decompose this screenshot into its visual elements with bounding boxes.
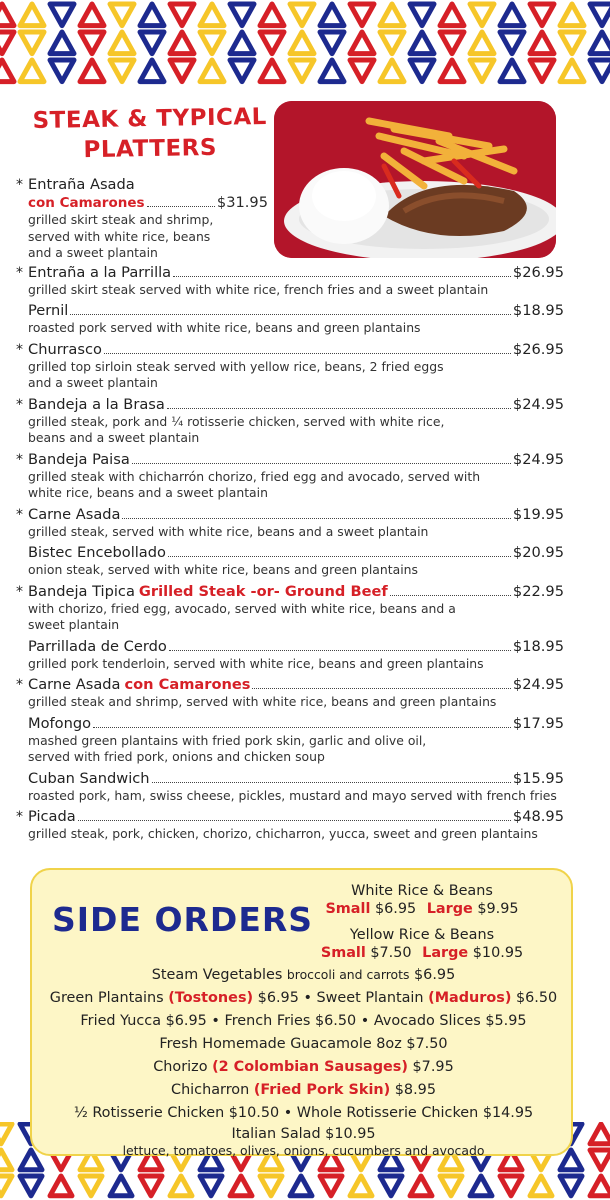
triangle-shape bbox=[110, 32, 134, 54]
triangle-shape bbox=[0, 1124, 12, 1144]
side-steam-vegetables bbox=[32, 964, 575, 986]
triangle-shape bbox=[560, 32, 584, 54]
side-item-price: $6.95 bbox=[414, 967, 456, 983]
triangle-shape bbox=[230, 1176, 252, 1196]
menu-item-price: $20.95 bbox=[512, 544, 564, 561]
side-item-name: Chicharron bbox=[171, 1082, 250, 1098]
menu-item-price: $18.95 bbox=[512, 637, 564, 655]
side-item-name: Fresh Homemade Guacamole 8oz bbox=[159, 1036, 402, 1052]
triangle-shape bbox=[140, 60, 164, 82]
triangle-shape bbox=[350, 4, 374, 26]
dot-leader bbox=[252, 688, 510, 689]
menu-item-price: $48.95 bbox=[512, 808, 564, 825]
side-item-name: Whole Rotisserie Chicken bbox=[296, 1105, 479, 1121]
menu-item-name: Carne Asada bbox=[28, 676, 121, 693]
triangle-shape bbox=[380, 60, 404, 82]
side-item-price: $6.95 bbox=[165, 1013, 207, 1029]
side-item-highlight: (2 Colombian Sausages) bbox=[212, 1059, 408, 1075]
menu-item-price: $31.95 bbox=[216, 194, 268, 211]
steak-platters-list bbox=[16, 176, 564, 843]
menu-item-price: $24.95 bbox=[512, 450, 564, 468]
side-item-name: Fried Yucca bbox=[80, 1013, 162, 1029]
size-label-large: Large bbox=[426, 901, 473, 917]
menu-item-description bbox=[28, 788, 564, 805]
menu-item-bandeja-tipica bbox=[16, 583, 564, 634]
description-line: grilled pork tenderloin, served with white rice, beans and green plantains bbox=[28, 655, 484, 671]
menu-item-bistec-encebollado bbox=[16, 544, 564, 579]
size-label-small: Small bbox=[320, 945, 366, 961]
menu-item-name: Entraña a la Parrilla bbox=[28, 263, 172, 281]
house-specialty-star: * bbox=[16, 451, 23, 468]
menu-item-price: $26.95 bbox=[512, 263, 564, 281]
house-specialty-star: * bbox=[16, 396, 23, 413]
side-rotisserie-chicken-row bbox=[32, 1102, 575, 1124]
side-orders-title: SIDE ORDERS bbox=[52, 900, 314, 939]
side-item-price: $10.50 bbox=[228, 1105, 280, 1121]
side-item-price: $7.95 bbox=[412, 1059, 454, 1075]
triangle-shape bbox=[530, 4, 554, 26]
side-item-name: Green Plantains bbox=[49, 990, 164, 1006]
triangle-shape bbox=[20, 32, 44, 54]
triangle-shape bbox=[200, 1176, 222, 1196]
description-line: grilled steak, pork, chicken, chorizo, chicharron, yucca, sweet and green plantains bbox=[28, 826, 538, 841]
dot-leader bbox=[104, 353, 511, 354]
dot-leader bbox=[147, 206, 215, 207]
triangle-shape bbox=[530, 32, 554, 54]
description-line: roasted pork, ham, swiss cheese, pickles, mustard and mayo served with french fries bbox=[28, 787, 557, 803]
dot-leader bbox=[168, 556, 511, 557]
triangle-shape bbox=[380, 1176, 402, 1196]
side-item-price: $9.95 bbox=[477, 901, 519, 917]
description-line: grilled skirt steak and shrimp, bbox=[28, 212, 214, 227]
triangle-shape bbox=[500, 1176, 522, 1196]
menu-item-name-highlight: Grilled Steak -or- Ground Beef bbox=[138, 582, 388, 600]
triangle-shape bbox=[170, 4, 194, 26]
triangle-shape bbox=[110, 60, 134, 82]
triangle-shape bbox=[590, 1150, 610, 1170]
side-item-name: Steam Vegetables bbox=[151, 967, 283, 983]
menu-item-description bbox=[28, 562, 564, 579]
triangle-shape bbox=[440, 32, 464, 54]
triangle-shape bbox=[380, 32, 404, 54]
triangle-shape bbox=[560, 4, 584, 26]
side-yucca-fries-avocado-row bbox=[32, 1010, 575, 1032]
triangle-shape bbox=[140, 1176, 162, 1196]
side-white-rice-beans bbox=[312, 882, 532, 918]
side-item-name: White Rice & Beans bbox=[351, 883, 493, 899]
triangle-shape bbox=[530, 1176, 552, 1196]
triangle-shape bbox=[470, 4, 494, 26]
description-line: grilled top sirloin steak served with yellow rice, beans, 2 fried eggs bbox=[28, 358, 444, 374]
menu-item-name: Pernil bbox=[28, 302, 69, 319]
triangle-shape bbox=[20, 4, 44, 26]
side-italian-salad bbox=[32, 1123, 575, 1145]
side-yellow-rice-beans bbox=[312, 926, 532, 962]
menu-item-name: Bistec Encebollado bbox=[28, 544, 166, 561]
menu-item-name: Parrillada de Cerdo bbox=[28, 637, 167, 655]
triangle-pattern-icon bbox=[0, 0, 610, 90]
triangle-shape bbox=[590, 32, 610, 54]
menu-item-bandeja-a-la-brasa bbox=[16, 396, 564, 447]
menu-item-price: $26.95 bbox=[512, 340, 564, 358]
triangle-shape bbox=[290, 60, 314, 82]
description-line: grilled skirt steak served with white rice, french fries and a sweet plantain bbox=[28, 281, 489, 297]
side-item-name: Yellow Rice & Beans bbox=[349, 927, 495, 943]
triangle-shape bbox=[320, 32, 344, 54]
side-item-price: $6.50 bbox=[314, 1013, 357, 1029]
triangle-shape bbox=[560, 60, 584, 82]
triangle-shape bbox=[260, 60, 284, 82]
triangle-shape bbox=[410, 4, 434, 26]
dot-leader bbox=[122, 518, 510, 519]
triangle-shape bbox=[230, 60, 254, 82]
dot-leader bbox=[173, 276, 511, 277]
menu-item-price: $19.95 bbox=[512, 505, 564, 523]
menu-item-name: Bandeja Tipica bbox=[28, 582, 135, 600]
menu-item-pernil bbox=[16, 302, 564, 337]
menu-item-mofongo bbox=[16, 715, 564, 766]
triangle-shape bbox=[440, 4, 464, 26]
menu-item-name: Mofongo bbox=[28, 714, 92, 732]
dot-leader bbox=[78, 820, 511, 821]
menu-item-name: Carne Asada bbox=[28, 505, 121, 523]
house-specialty-star: * bbox=[16, 677, 23, 693]
triangle-shape bbox=[410, 1176, 432, 1196]
triangle-shape bbox=[350, 1176, 372, 1196]
description-line: with chorizo, fried egg, avocado, served with white rice, beans and a bbox=[28, 600, 456, 616]
menu-item-description bbox=[28, 414, 564, 447]
triangle-shape bbox=[170, 32, 194, 54]
decorative-pattern-top bbox=[0, 0, 610, 90]
menu-item-cuban-sandwich bbox=[16, 770, 564, 805]
menu-item-name: Picada bbox=[28, 808, 76, 825]
triangle-shape bbox=[50, 1176, 72, 1196]
menu-item-description bbox=[28, 320, 564, 337]
triangle-shape bbox=[260, 1176, 282, 1196]
description-line: white rice, beans and a sweet plantain bbox=[28, 485, 268, 500]
triangle-shape bbox=[80, 32, 104, 54]
dot-leader bbox=[169, 650, 511, 651]
triangle-shape bbox=[500, 32, 524, 54]
menu-item-entrana-asada-con-camarones bbox=[16, 176, 564, 262]
triangle-shape bbox=[230, 32, 254, 54]
size-label-large: Large bbox=[422, 945, 469, 961]
triangle-shape bbox=[470, 1176, 492, 1196]
menu-item-description bbox=[28, 826, 564, 843]
triangle-shape bbox=[470, 60, 494, 82]
house-specialty-star: * bbox=[16, 506, 23, 523]
menu-item-price: $24.95 bbox=[512, 676, 564, 693]
section-title-line2: PLATTERS bbox=[83, 134, 218, 164]
description-line: grilled steak, pork and ¼ rotisserie chicken, served with white rice, bbox=[28, 413, 445, 429]
side-item-price: $14.95 bbox=[482, 1105, 534, 1121]
menu-item-description bbox=[28, 469, 564, 502]
triangle-shape bbox=[290, 4, 314, 26]
menu-item-bandeja-paisa bbox=[16, 451, 564, 502]
side-item-name: Italian Salad bbox=[231, 1126, 321, 1142]
side-chorizo bbox=[32, 1056, 575, 1078]
section-title-line1: STEAK & TYPICAL bbox=[32, 103, 268, 135]
triangle-shape bbox=[20, 60, 44, 82]
triangle-shape bbox=[320, 4, 344, 26]
dot-leader bbox=[167, 408, 511, 409]
triangle-shape bbox=[350, 32, 374, 54]
triangle-shape bbox=[470, 32, 494, 54]
triangle-shape bbox=[320, 1176, 342, 1196]
section-title-steak-platters bbox=[29, 102, 270, 166]
menu-item-price: $15.95 bbox=[512, 769, 564, 787]
triangle-shape bbox=[50, 32, 74, 54]
house-specialty-star: * bbox=[16, 264, 23, 281]
side-item-price: $10.95 bbox=[325, 1126, 376, 1142]
description-line: onion steak, served with white rice, beans and green plantains bbox=[28, 562, 418, 577]
side-item-highlight: (Fried Pork Skin) bbox=[253, 1082, 391, 1098]
triangle-shape bbox=[140, 32, 164, 54]
description-line: beans and a sweet plantain bbox=[28, 430, 200, 445]
side-item-name: French Fries bbox=[224, 1013, 311, 1029]
menu-item-parrillada-de-cerdo bbox=[16, 638, 564, 673]
triangle-shape bbox=[290, 1176, 312, 1196]
side-italian-salad-description: lettuce, tomatoes, olives, onions, cucumbers and avocado bbox=[122, 1143, 485, 1158]
menu-item-name: Churrasco bbox=[28, 340, 102, 358]
triangle-shape bbox=[500, 4, 524, 26]
description-line: grilled steak with chicharrón chorizo, fried egg and avocado, served with bbox=[28, 468, 481, 484]
triangle-shape bbox=[320, 60, 344, 82]
side-item-price: $7.50 bbox=[370, 945, 412, 961]
triangle-shape bbox=[110, 4, 134, 26]
triangle-shape bbox=[80, 4, 104, 26]
side-item-price: $8.95 bbox=[394, 1082, 436, 1098]
side-item-price: $6.95 bbox=[374, 901, 417, 917]
menu-item-name: Bandeja Paisa bbox=[28, 450, 130, 468]
bullet-separator: • bbox=[360, 1013, 370, 1029]
side-item-name: Sweet Plantain bbox=[316, 990, 424, 1006]
side-item-price: $6.95 bbox=[257, 990, 299, 1006]
triangle-shape bbox=[260, 32, 284, 54]
dot-leader bbox=[132, 463, 511, 464]
side-guacamole bbox=[32, 1033, 575, 1055]
triangle-shape bbox=[260, 4, 284, 26]
triangle-shape bbox=[560, 1176, 582, 1196]
triangle-shape bbox=[80, 60, 104, 82]
side-item-price: $7.50 bbox=[406, 1036, 448, 1052]
triangle-shape bbox=[230, 4, 254, 26]
triangle-shape bbox=[590, 1176, 610, 1196]
menu-item-description bbox=[28, 733, 564, 766]
triangle-shape bbox=[0, 32, 14, 54]
menu-item-entrana-a-la-parrilla bbox=[16, 264, 564, 299]
menu-item-carne-asada bbox=[16, 506, 564, 541]
side-item-highlight: (Maduros) bbox=[428, 990, 512, 1006]
side-item-note: broccoli and carrots bbox=[286, 967, 410, 982]
triangle-shape bbox=[590, 4, 610, 26]
house-specialty-star: * bbox=[16, 583, 23, 600]
side-item-price: $6.50 bbox=[516, 990, 558, 1006]
triangle-shape bbox=[170, 60, 194, 82]
triangle-shape bbox=[80, 1176, 102, 1196]
triangle-shape bbox=[410, 32, 434, 54]
description-line: grilled steak, served with white rice, beans and a sweet plantain bbox=[28, 523, 429, 539]
menu-item-description bbox=[28, 359, 564, 392]
dot-leader bbox=[390, 595, 511, 596]
dot-leader bbox=[152, 782, 511, 783]
menu-item-price: $22.95 bbox=[512, 582, 564, 600]
description-line: mashed green plantains with fried pork skin, garlic and olive oil, bbox=[28, 732, 427, 748]
side-item-price: $5.95 bbox=[485, 1013, 527, 1029]
bullet-separator: • bbox=[211, 1013, 220, 1029]
menu-item-description bbox=[28, 282, 564, 299]
triangle-shape bbox=[380, 4, 404, 26]
triangle-shape bbox=[530, 60, 554, 82]
side-item-name: Chorizo bbox=[153, 1059, 208, 1075]
triangle-shape bbox=[500, 60, 524, 82]
triangle-shape bbox=[290, 32, 314, 54]
house-specialty-star: * bbox=[16, 809, 23, 825]
triangle-shape bbox=[350, 60, 374, 82]
bullet-separator: • bbox=[303, 990, 312, 1006]
menu-item-name: Cuban Sandwich bbox=[28, 769, 150, 787]
triangle-shape bbox=[200, 60, 224, 82]
side-orders-box bbox=[30, 868, 573, 1156]
menu-item-picada bbox=[16, 808, 564, 843]
description-line: sweet plantain bbox=[28, 617, 120, 632]
triangle-shape bbox=[440, 60, 464, 82]
triangle-shape bbox=[110, 1176, 132, 1196]
side-chicharron bbox=[32, 1079, 575, 1101]
description-line: and a sweet plantain bbox=[28, 375, 158, 390]
description-line: served with fried pork, onions and chicken soup bbox=[28, 749, 325, 764]
triangle-shape bbox=[50, 4, 74, 26]
triangle-shape bbox=[590, 60, 610, 82]
triangle-shape bbox=[410, 60, 434, 82]
triangle-shape bbox=[200, 32, 224, 54]
side-item-name: ½ Rotisserie Chicken bbox=[73, 1105, 225, 1121]
description-line: and a sweet plantain bbox=[28, 245, 158, 260]
triangle-shape bbox=[0, 4, 14, 26]
menu-item-name-highlight: con Camarones bbox=[28, 195, 145, 211]
menu-item-description bbox=[28, 601, 564, 634]
menu-item-price: $24.95 bbox=[512, 395, 564, 413]
dot-leader bbox=[70, 314, 511, 315]
side-item-highlight: (Tostones) bbox=[168, 990, 254, 1006]
menu-item-description bbox=[28, 656, 564, 673]
side-item-name: Avocado Slices bbox=[373, 1013, 481, 1029]
description-line: served with white rice, beans bbox=[28, 228, 211, 244]
side-item-price: $10.95 bbox=[472, 945, 524, 961]
triangle-shape bbox=[20, 1176, 42, 1196]
menu-item-description bbox=[28, 524, 564, 541]
triangle-shape bbox=[440, 1176, 462, 1196]
menu-item-carne-asada-con-camarones bbox=[16, 676, 564, 711]
house-specialty-star: * bbox=[16, 341, 23, 358]
triangle-shape bbox=[170, 1176, 192, 1196]
house-specialty-star: * bbox=[16, 177, 23, 193]
side-plantains-row bbox=[32, 987, 575, 1009]
triangle-shape bbox=[590, 1124, 610, 1144]
menu-item-description bbox=[28, 212, 564, 262]
menu-item-description bbox=[28, 694, 564, 711]
menu-item-name: Entraña Asada bbox=[28, 176, 135, 193]
triangle-shape bbox=[50, 60, 74, 82]
triangle-shape bbox=[200, 4, 224, 26]
triangle-shape bbox=[0, 60, 14, 82]
menu-item-name: Bandeja a la Brasa bbox=[28, 395, 165, 413]
size-label-small: Small bbox=[325, 901, 371, 917]
triangle-shape bbox=[140, 4, 164, 26]
menu-item-churrasco bbox=[16, 341, 564, 392]
triangle-shape bbox=[0, 1150, 12, 1170]
menu-item-price: $17.95 bbox=[512, 714, 564, 732]
bullet-separator: • bbox=[283, 1105, 293, 1121]
menu-item-price: $18.95 bbox=[512, 302, 564, 319]
description-line: grilled steak and shrimp, served with white rice, beans and green plantains bbox=[28, 694, 497, 709]
triangle-shape bbox=[0, 1176, 12, 1196]
description-line: roasted pork served with white rice, beans and green plantains bbox=[28, 320, 421, 335]
dot-leader bbox=[93, 727, 511, 728]
menu-item-name-highlight: con Camarones bbox=[124, 676, 251, 693]
